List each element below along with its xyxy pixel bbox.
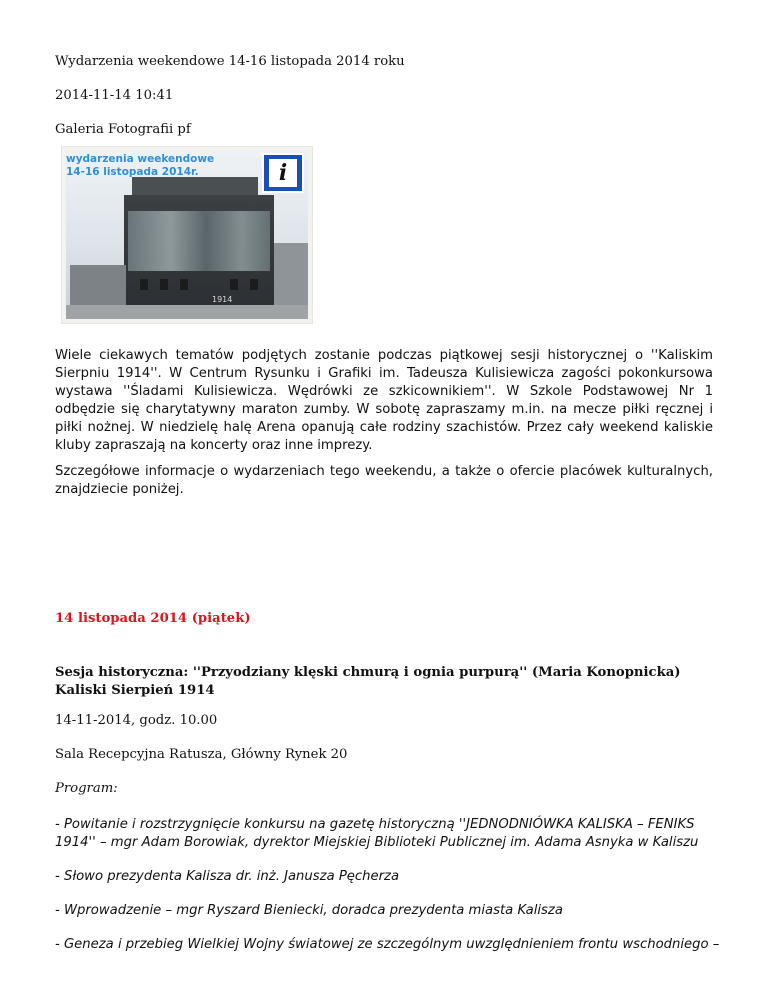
photo-window	[250, 279, 258, 290]
photo-plaque: 1914	[212, 295, 233, 304]
program-item: - Geneza i przebieg Wielkiej Wojny światowej ze szczególnym uwzględnieniem frontu wschodniego –	[55, 937, 720, 952]
article-title: Wydarzenia weekendowe 14-16 listopada 2014 roku	[55, 54, 405, 69]
photo-mural	[128, 211, 270, 271]
article-photo[interactable]	[62, 147, 312, 323]
photo-street	[66, 305, 308, 319]
photo-caption	[66, 153, 226, 179]
program-label: Program:	[55, 781, 118, 796]
event-subtitle: Kaliski Sierpień 1914	[55, 683, 215, 698]
photo-caption-line: wydarzenia weekendowe	[66, 153, 215, 165]
photo-window	[180, 279, 188, 290]
photo-right-building	[274, 243, 308, 313]
info-icon-letter: i	[269, 159, 297, 187]
event-datetime: 14-11-2014, godz. 10.00	[55, 713, 218, 728]
day-heading: 14 listopada 2014 (piątek)	[55, 611, 251, 626]
event-location: Sala Recepcyjna Ratusza, Główny Rynek 20	[55, 747, 348, 762]
info-icon	[262, 153, 304, 193]
intro-paragraph: Szczegółowe informacje o wydarzeniach tego weekendu, a także o ofercie placówek kulturalnych, znajdziecie poniżej.	[55, 464, 713, 497]
program-item: - Słowo prezydenta Kalisza dr. inż. Janusza Pęcherza	[55, 869, 400, 884]
event-title: Sesja historyczna: ''Przyodziany klęski chmurą i ognia purpurą'' (Maria Konopnicka)	[55, 665, 681, 680]
photo-caption-line: 14-16 listopada 2014r.	[66, 166, 199, 178]
photo-window	[140, 279, 148, 290]
photo-window	[160, 279, 168, 290]
photo-window	[230, 279, 238, 290]
gallery-link[interactable]: Galeria Fotografii pf	[55, 122, 191, 137]
publish-datetime: 2014-11-14 10:41	[55, 88, 174, 103]
intro-paragraph: Wiele ciekawych tematów podjętych zostanie podczas piątkowej sesji historycznej o ''Kaliskim Sierpniu 1914''. W Centrum Rysunku i Grafiki im. Tadeusza Kulisiewicza zagości pokonkursowa wystawa ''Śladami Kulisiewicza. Wędrówki ze szkicownikiem''. W Szkole Podstawowej Nr 1 odbędzie się charytatywny maraton zumby. W sobotę zapraszamy m.in. na mecze piłki ręcznej i piłki nożnej. W niedzielę halę Arena opanują całe rodziny szachistów. Przez cały weekend kaliskie kluby zapraszają na koncerty oraz inne imprezy.	[55, 348, 713, 453]
program-item: - Wprowadzenie – mgr Ryszard Bieniecki, doradca prezydenta miasta Kalisza	[55, 903, 563, 918]
program-item: - Powitanie i rozstrzygnięcie konkursu na gazetę historyczną ''JEDNODNIÓWKA KALISKA – FENIKS 1914'' – mgr Adam Borowiak, dyrektor Miejskiej Biblioteki Publicznej im. Adama Asnyka w Kaliszu	[55, 817, 699, 850]
